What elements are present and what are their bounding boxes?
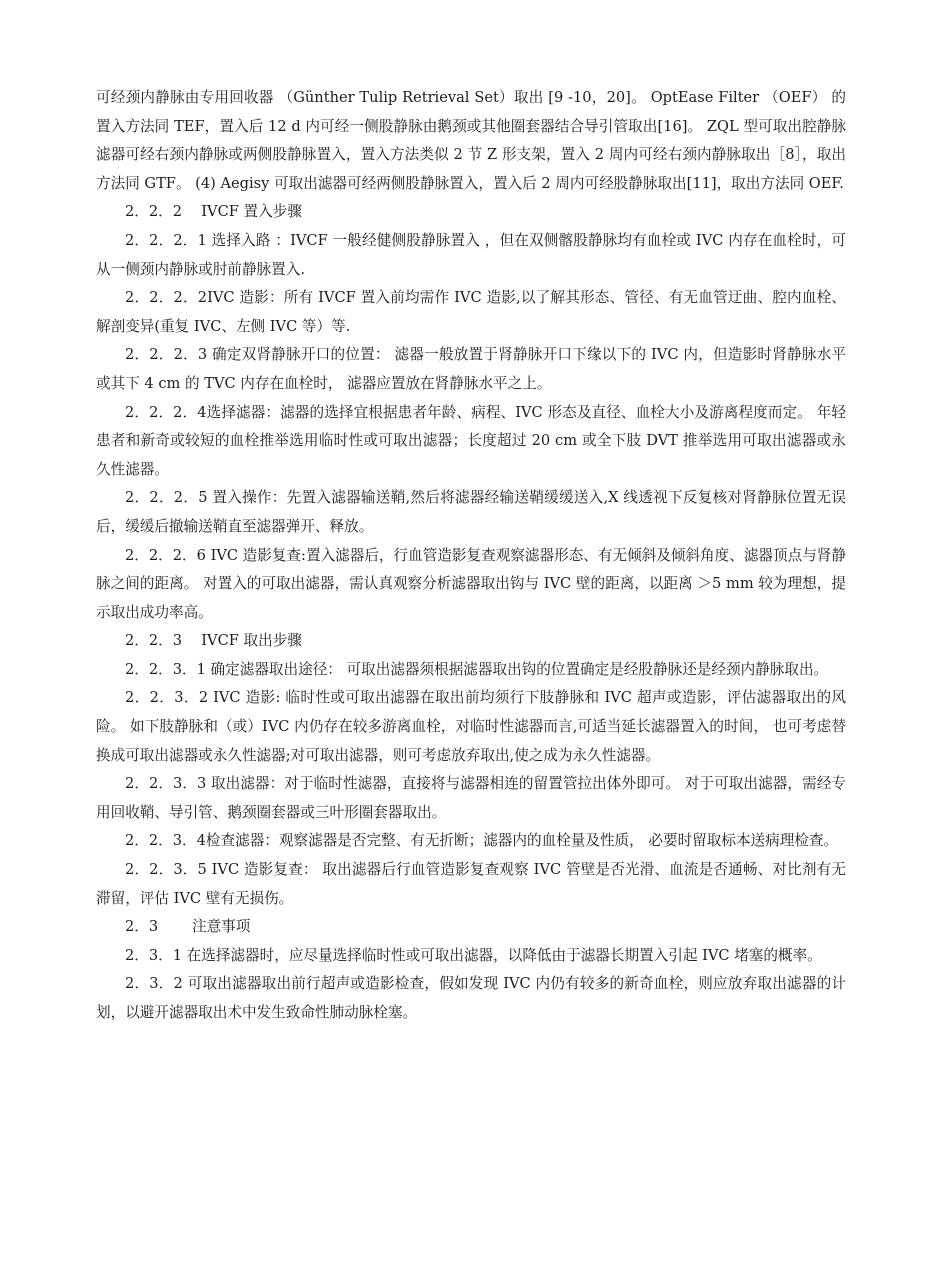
document-body [96,84,846,1028]
step-2-2-2-3: 2．2．2．3 确定双肾静脉开口的位置： 滤器一般放置于肾静脉开口下缘以下的 IVC 内，但造影时肾静脉水平或其下 4 cm 的 TVC 内存在血栓时， 滤器应置放在肾静脉水平之上。 [96,346,846,392]
note-2-3-1: 2．3．1 在选择滤器时，应尽量选择临时性或可取出滤器，以降低由于滤器长期置入引起 IVC 堵塞的概率。 [125,946,822,964]
note-2-3-2: 2．3．2 可取出滤器取出前行超声或造影检查，假如发现 IVC 内仍有较多的新奇血栓，则应放弃取出滤器的计划，以避开滤器取出术中发生致命性肺动脉栓塞。 [96,975,846,1021]
section-heading-2-2-3: 2．2．3 IVCF 取出步骤 [125,632,302,650]
step-2-2-3-5: 2．2．3．5 IVC 造影复查： 取出滤器后行血管造影复查观察 IVC 管壁是否光滑、血流是否通畅、对比剂有无滞留，评估 IVC 壁有无损伤。 [96,861,846,907]
step-2-2-3-3: 2．2．3．3 取出滤器：对于临时性滤器，直接将与滤器相连的留置管拉出体外即可。 对于可取出滤器，需经专用回收鞘、导引管、鹅颈圈套器或三叶形圈套器取出。 [96,775,846,821]
step-2-2-3-1: 2．2．3．1 确定滤器取出途径： 可取出滤器须根据滤器取出钩的位置确定是经股静脉还是经颈内静脉取出。 [125,660,829,678]
section-heading-2-3: 2．3 注意事项 [125,918,251,936]
step-2-2-2-5: 2．2．2．5 置入操作：先置入滤器输送鞘,然后将滤器经输送鞘缓缓送入,X 线透视下反复核对肾静脉位置无误后，缓缓后撤输送鞘直至滤器弹开、释放。 [96,489,846,535]
step-2-2-2-2: 2．2．2．2IVC 造影：所有 IVCF 置入前均需作 IVC 造影,以了解其形态、管径、有无血管迂曲、腔内血栓、解剖变异(重复 IVC、左侧 IVC 等）等. [96,289,846,335]
step-2-2-2-4: 2．2．2．4选择滤器：滤器的选择宜根据患者年龄、病程、IVC 形态及直径、血栓大小及游离程度而定。 年轻患者和新奇或较短的血栓推举选用临时性或可取出滤器；长度超过 20 cm 或全下肢 DVT 推举选用可取出滤器或永久性滤器。 [96,403,846,478]
step-2-2-2-6: 2．2．2．6 IVC 造影复查:置入滤器后，行血管造影复查观察滤器形态、有无倾斜及倾斜角度、滤器顶点与肾静脉之间的距离。 对置入的可取出滤器，需认真观察分析滤器取出钩与 IVC 壁的距离，以距离 ＞5 mm 较为理想，提示取出成功率高。 [96,546,846,621]
step-2-2-3-4: 2．2．3．4检查滤器：观察滤器是否完整、有无折断；滤器内的血栓量及性质， 必要时留取标本送病理检查。 [125,832,839,850]
section-heading-2-2-2: 2．2．2 IVCF 置入步骤 [125,203,302,221]
step-2-2-3-2: 2．2．3．2 IVC 造影: 临时性或可取出滤器在取出前均须行下肢静脉和 IVC 超声或造影，评估滤器取出的风险。 如下肢静脉和（或）IVC 内仍存在较多游离血栓，对临时性滤器而言,可适当延长滤器置入的时间， 也可考虑替换成可取出滤器或永久性滤器;对可取出滤器，则可考虑放弃取出,使之成为永久性滤器。 [96,689,846,764]
paragraph-retrieval-methods: 可经颈内静脉由专用回收器 （Günther Tulip Retrieval Set）取出 [9 -10，20]。 OptEase Filter （OEF） 的置入方法同 TEF，置入后 12 d 内可经一侧股静脉由鹅颈或其他圈套器结合导引管取出[16]。 ZQL 型可取出腔静脉滤器可经右颈内静脉或两侧股静脉置入，置入方法类似 2 节 Z 形支架，置入 2 周内可经右颈内静脉取出［8］，取出方法同 GTF。 (4) Aegisy 可取出滤器可经两侧股静脉置入，置入后 2 周内可经股静脉取出[11]，取出方法同 OEF. [96,89,846,192]
step-2-2-2-1: 2．2．2．1 选择入路 ：IVCF 一般经健侧股静脉置入 ，但在双侧髂股静脉均有血栓或 IVC 内存在血栓时，可从一侧颈内静脉或肘前静脉置入. [96,231,846,278]
